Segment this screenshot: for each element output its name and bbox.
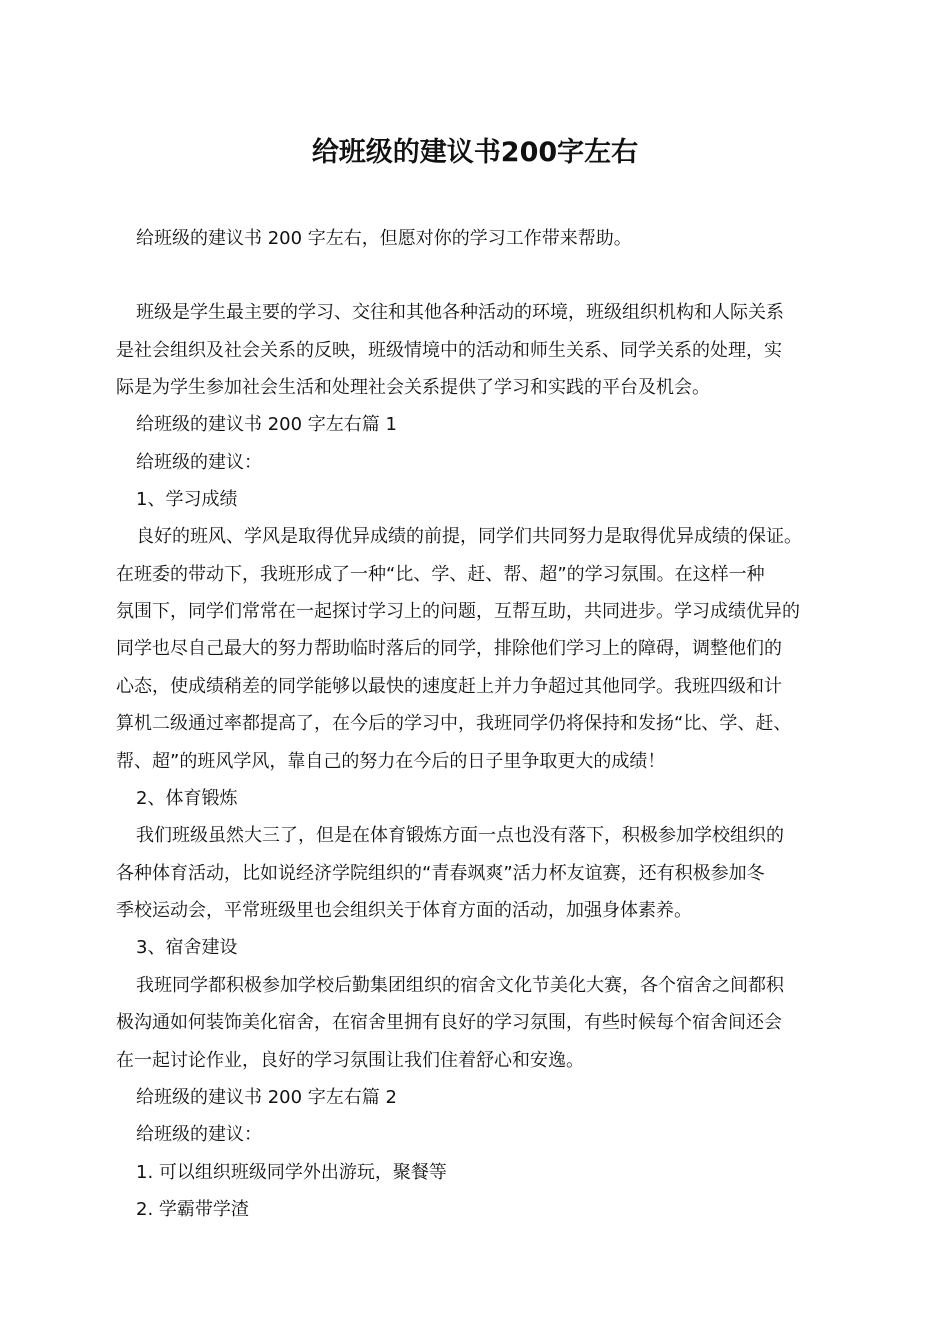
paragraph-line: 在班委的带动下，我班形成了一种“比、学、赶、帮、超”的学习氛围。在这样一种 <box>116 564 765 585</box>
intro-text: 给班级的建议书 200 字左右，但愿对你的学习工作带来帮助。 <box>136 228 632 249</box>
paragraph-line: 氛围下，同学们常常在一起探讨学习上的问题，互帮互助，共同进步。学习成绩优异的 <box>116 601 800 622</box>
section-heading: 给班级的建议书 200 字左右篇 2 <box>136 1087 397 1108</box>
paragraph-line: 良好的班风、学风是取得优异成绩的前提，同学们共同努力是取得优异成绩的保证。 <box>136 526 802 547</box>
paragraph-line: 同学也尽自己最大的努力帮助临时落后的同学，排除他们学习上的障碍，调整他们的 <box>116 638 782 659</box>
document-title: 给班级的建议书200字左右 <box>311 137 639 168</box>
item-heading: 2、体育锻炼 <box>136 788 238 809</box>
paragraph-line: 是社会组织及社会关系的反映，班级情境中的活动和师生关系、同学关系的处理，实 <box>116 340 782 361</box>
paragraph-line: 我们班级虽然大三了，但是在体育锻炼方面一点也没有落下，积极参加学校组织的 <box>136 825 784 846</box>
paragraph-line: 算机二级通过率都提高了，在今后的学习中，我班同学仍将保持和发扬“比、学、赶、 <box>116 713 792 734</box>
paragraph-line: 心态，使成绩稍差的同学能够以最快的速度赶上并力争超过其他同学。我班四级和计 <box>116 676 782 697</box>
item-heading: 1、学习成绩 <box>136 489 238 510</box>
list-item: 2. 学霸带学渣 <box>136 1199 249 1220</box>
paragraph-line: 我班同学都积极参加学校后勤集团组织的宿舍文化节美化大赛，各个宿舍之间都积 <box>136 975 784 996</box>
item-heading: 3、宿舍建设 <box>136 937 238 958</box>
suggestion-label: 给班级的建议： <box>136 452 262 473</box>
suggestion-label: 给班级的建议： <box>136 1124 262 1145</box>
paragraph-line: 际是为学生参加社会生活和处理社会关系提供了学习和实践的平台及机会。 <box>116 377 710 398</box>
paragraph-line: 季校运动会，平常班级里也会组织关于体育方面的活动，加强身体素养。 <box>116 900 692 921</box>
paragraph-line: 帮、超”的班风学风，靠自己的努力在今后的日子里争取更大的成绩！ <box>116 751 666 772</box>
paragraph-line: 班级是学生最主要的学习、交往和其他各种活动的环境，班级组织机构和人际关系 <box>136 302 784 323</box>
paragraph-line: 在一起讨论作业，良好的学习氛围让我们住着舒心和安逸。 <box>116 1050 584 1071</box>
list-item: 1. 可以组织班级同学外出游玩，聚餐等 <box>136 1162 447 1183</box>
section-heading: 给班级的建议书 200 字左右篇 1 <box>136 414 397 435</box>
paragraph-line: 各种体育活动，比如说经济学院组织的“青春飒爽”活力杯友谊赛，还有积极参加冬 <box>116 863 765 884</box>
paragraph-line: 极沟通如何装饰美化宿舍，在宿舍里拥有良好的学习氛围，有些时候每个宿舍间还会 <box>116 1012 782 1033</box>
